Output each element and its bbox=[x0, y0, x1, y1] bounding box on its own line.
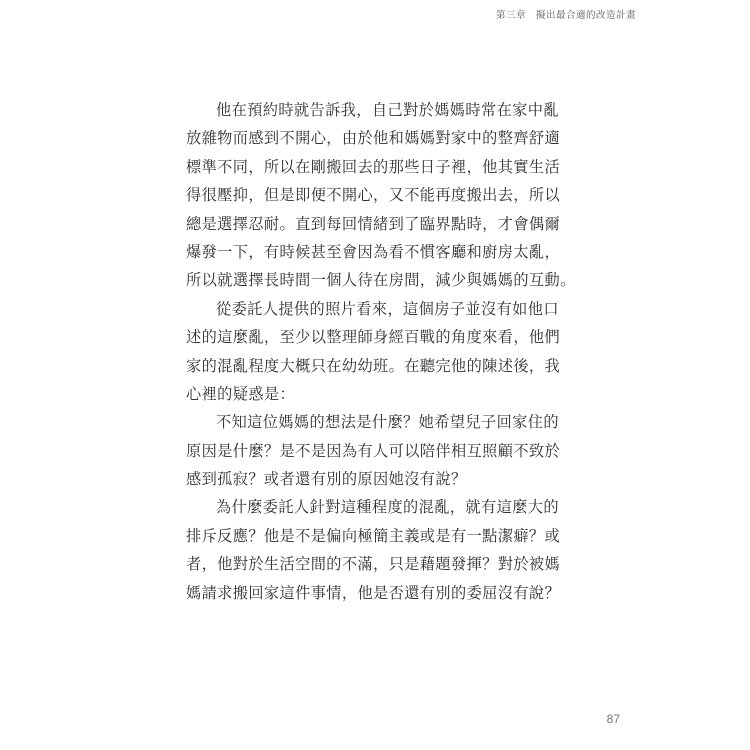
paragraph bbox=[186, 96, 576, 295]
text-line: 原因是什麼？是不是因為有人可以陪伴相互照顧不致於 bbox=[186, 441, 561, 460]
text-line: 爆發一下，有時候甚至會因為看不慣客廳和廚房太亂， bbox=[186, 242, 561, 261]
text-line: 從委託人提供的照片看來，這個房子並沒有如他口 bbox=[216, 299, 559, 318]
text-line: 感到孤寂？或者還有別的原因她沒有說？ bbox=[186, 470, 467, 489]
text-line: 者，他對於生活空間的不滿，只是藉題發揮？對於被媽 bbox=[186, 555, 561, 574]
text-line: 總是選擇忍耐。直到每回情緒到了臨界點時，才會偶爾 bbox=[186, 214, 561, 233]
text-line: 放雜物而感到不開心，由於他和媽媽對家中的整齊舒適 bbox=[186, 129, 561, 148]
paragraph bbox=[186, 493, 571, 607]
text-line: 標準不同，所以在剛搬回去的那些日子裡，他其實生活 bbox=[186, 157, 561, 176]
text-line: 述的這麼亂，至少以整理師身經百戰的角度來看，他們 bbox=[186, 328, 561, 347]
text-line: 他在預約時就告訴我，自己對於媽媽時常在家中亂 bbox=[216, 101, 559, 119]
running-header: 第三章 擬出最合適的改造計畫 bbox=[495, 10, 636, 21]
paragraph bbox=[186, 295, 571, 409]
text-line: 得很壓抑，但是即便不開心，又不能再度搬出去，所以 bbox=[186, 186, 561, 205]
text-line: 為什麼委託人針對這種程度的混亂，就有這麼大的 bbox=[216, 498, 559, 517]
text-line: 所以就選擇長時間一個人待在房間，減少與媽媽的互動。 bbox=[186, 271, 576, 290]
paragraph bbox=[186, 408, 571, 493]
body-text bbox=[186, 96, 576, 607]
text-line: 心裡的疑惑是： bbox=[186, 384, 296, 403]
text-line: 不知這位媽媽的想法是什麼？她希望兒子回家住的 bbox=[216, 413, 559, 432]
text-line: 家的混亂程度大概只在幼幼班。在聽完他的陳述後，我 bbox=[186, 356, 561, 375]
text-line: 媽請求搬回家這件事情，他是否還有別的委屈沒有說？ bbox=[186, 583, 561, 602]
text-line: 排斥反應？他是不是偏向極簡主義或是有一點潔癖？或 bbox=[186, 526, 561, 545]
page-number: 87 bbox=[606, 712, 620, 726]
